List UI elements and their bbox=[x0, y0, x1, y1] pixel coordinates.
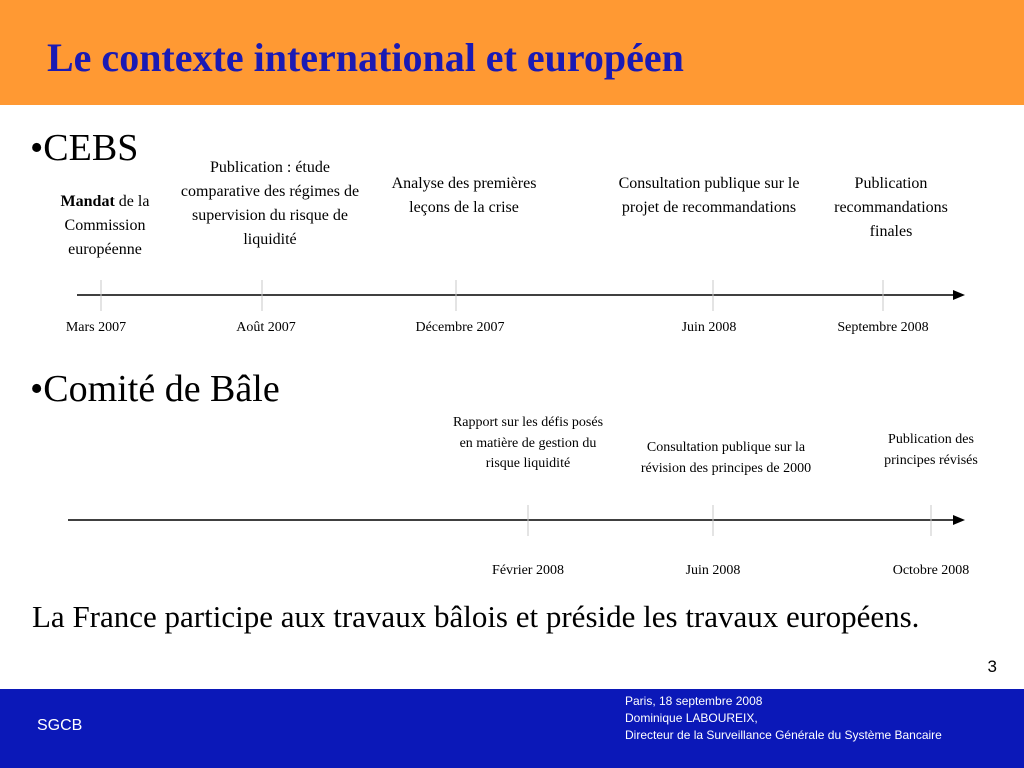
bale-event-date: Juin 2008 bbox=[685, 563, 741, 578]
cebs-event-label: Publication recommandations finales bbox=[834, 175, 948, 240]
cebs-event-label: Analyse des premières leçons de la crise bbox=[391, 175, 537, 216]
cebs-event-date: Juin 2008 bbox=[681, 320, 737, 335]
cebs-event-label bbox=[40, 190, 170, 262]
cebs-event-date: Septembre 2008 bbox=[837, 320, 929, 335]
bale-timeline-arrowhead bbox=[953, 515, 965, 525]
slide-title: Le contexte international et européen bbox=[47, 35, 684, 80]
footer-author: Dominique LABOUREIX, bbox=[625, 711, 758, 725]
bale-event-date: Octobre 2008 bbox=[892, 563, 970, 578]
cebs-event-label: Publication : étude comparative des régimes de supervision du risque de liquidité bbox=[180, 159, 360, 248]
cebs-event-date: Août 2007 bbox=[236, 320, 296, 335]
cebs-event-label-rest: de la Commission européenne bbox=[64, 193, 150, 258]
cebs-event-date: Mars 2007 bbox=[65, 320, 127, 335]
footer-organization: SGCB bbox=[37, 717, 83, 734]
cebs-event-date: Décembre 2007 bbox=[415, 320, 505, 335]
cebs-event-label-bold: Mandat bbox=[60, 193, 115, 210]
bale-heading: •Comité de Bâle bbox=[30, 368, 280, 410]
title-band bbox=[0, 0, 1024, 105]
cebs-heading: •CEBS bbox=[30, 127, 139, 169]
bale-event-label: Rapport sur les défis posés en matière de gestion du risque liquidité bbox=[452, 415, 604, 471]
footer-info bbox=[625, 693, 942, 744]
bale-event-label: Publication des principes révisés bbox=[884, 432, 978, 468]
footer-author-role: Directeur de la Surveillance Générale du Système Bancaire bbox=[625, 728, 942, 742]
cebs-event-label: Consultation publique sur le projet de recommandations bbox=[618, 175, 800, 216]
footer-place-date: Paris, 18 septembre 2008 bbox=[625, 694, 763, 708]
bale-event-date: Février 2008 bbox=[492, 563, 564, 578]
conclusion-text: La France participe aux travaux bâlois et préside les travaux européens. bbox=[32, 599, 920, 634]
footer-band bbox=[0, 689, 1024, 768]
cebs-timeline-arrowhead bbox=[953, 290, 965, 300]
page-number: 3 bbox=[987, 657, 997, 676]
bale-event-label: Consultation publique sur la révision des principes de 2000 bbox=[640, 440, 812, 476]
